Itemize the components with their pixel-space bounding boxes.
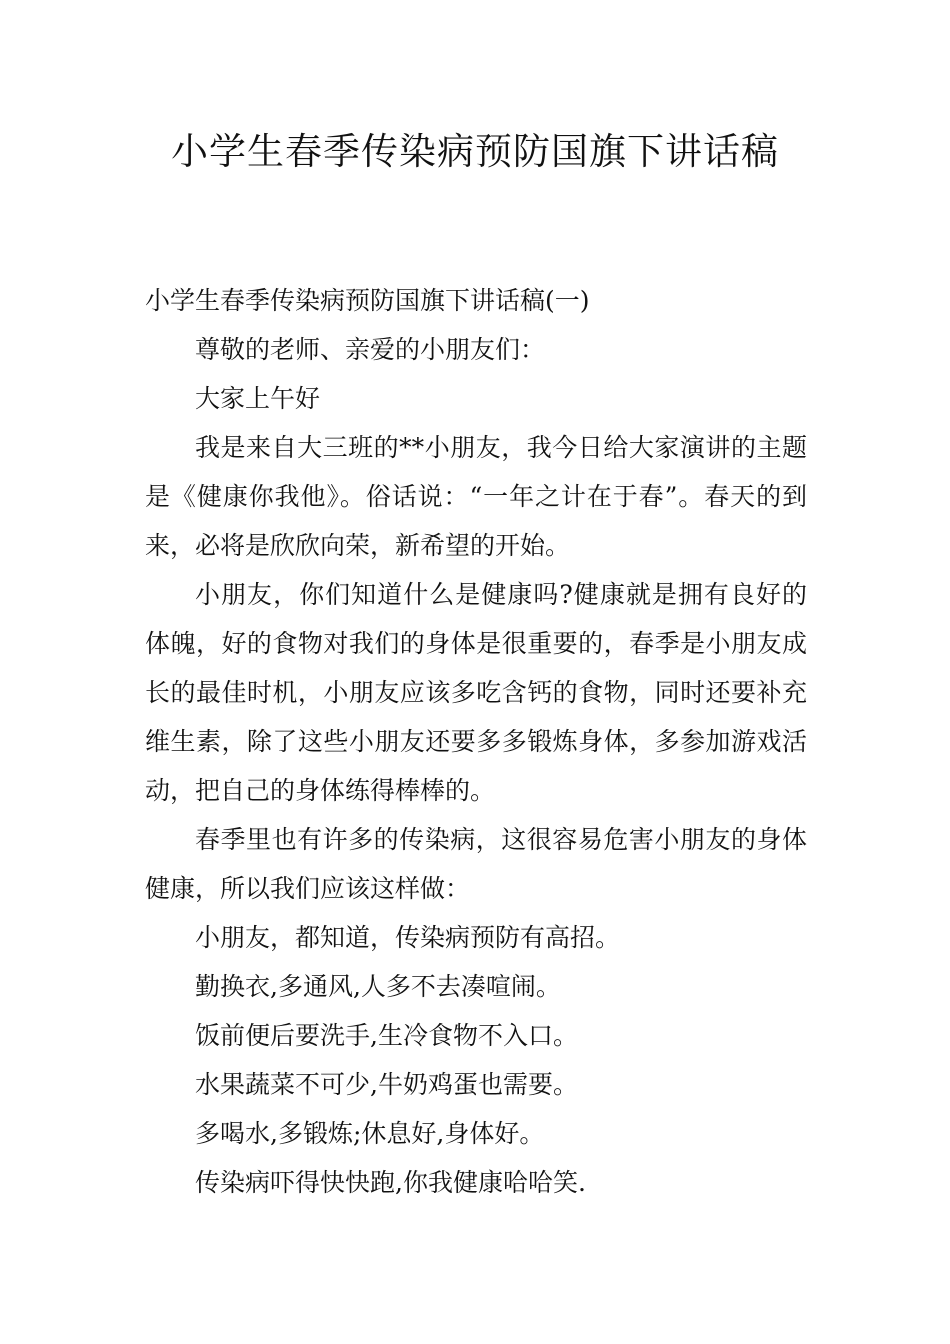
rhyme-line: 小朋友，都知道，传染病预防有高招。 xyxy=(195,923,621,952)
paragraph-greeting: 大家上午好 xyxy=(195,384,321,413)
rhyme-line: 饭前便后要洗手,生冷食物不入口。 xyxy=(195,1021,578,1050)
document-title: 小学生春季传染病预防国旗下讲话稿 xyxy=(171,130,779,173)
rhyme-line: 勤换衣,多通风,人多不去凑喧闹。 xyxy=(195,972,561,1001)
paragraph-intro: 我是来自大三班的**小朋友，我今日给大家演讲的主题是《健康你我他》。俗话说：“一年之计在于春”。春天的到来，必将是欣欣向荣，新希望的开始。 xyxy=(145,433,807,560)
paragraph-subtitle: 小学生春季传染病预防国旗下讲话稿(一) xyxy=(145,286,590,315)
rhyme-line: 水果蔬菜不可少,牛奶鸡蛋也需要。 xyxy=(195,1070,578,1099)
document-body xyxy=(145,276,807,1207)
rhyme-line: 多喝水,多锻炼;休息好,身体好。 xyxy=(195,1119,545,1148)
paragraph-health: 小朋友，你们知道什么是健康吗?健康就是拥有良好的体魄，好的食物对我们的身体是很重要的，春季是小朋友成长的最佳时机，小朋友应该多吃含钙的食物，同时还要补充维生素，除了这些小朋友还要多多锻炼身体，多参加游戏活动，把自己的身体练得棒棒的。 xyxy=(145,580,807,805)
paragraph-salutation: 尊敬的老师、亲爱的小朋友们： xyxy=(195,335,546,364)
paragraph-disease: 春季里也有许多的传染病，这很容易危害小朋友的身体健康，所以我们应该这样做： xyxy=(145,825,807,903)
rhyme-line: 传染病吓得快快跑,你我健康哈哈笑. xyxy=(195,1168,586,1197)
